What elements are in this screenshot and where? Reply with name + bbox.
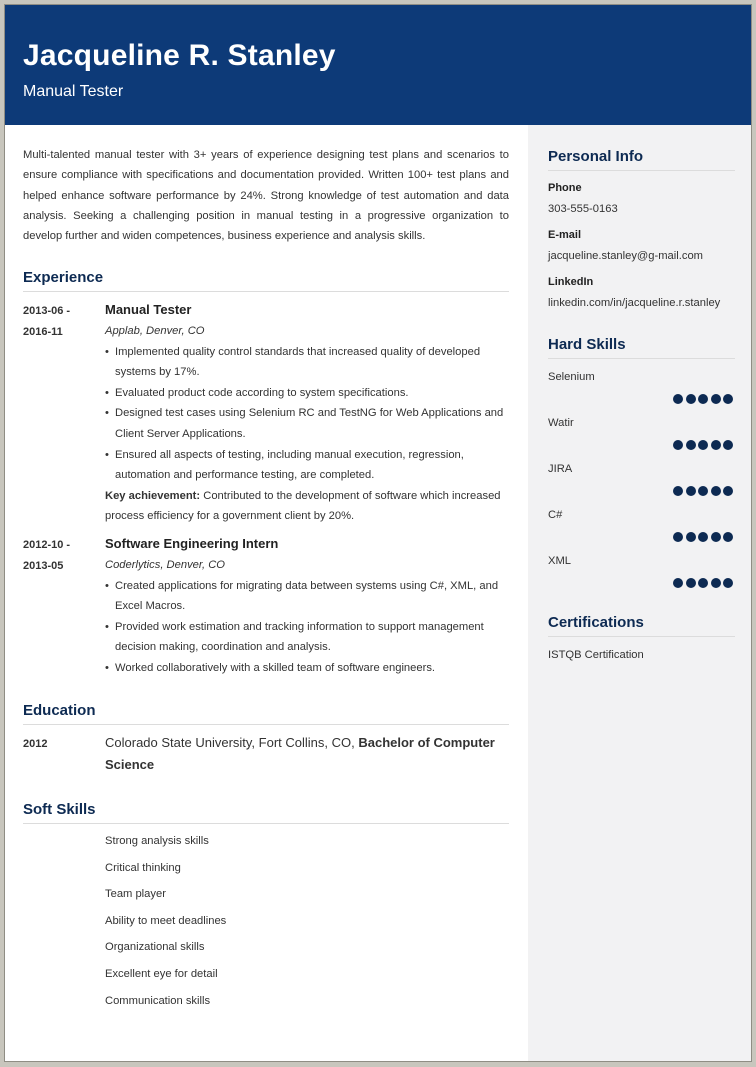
rating-dot-filled	[673, 440, 683, 450]
soft-skill-item: Strong analysis skills	[105, 835, 209, 847]
job-date	[23, 535, 103, 577]
job-bullet: • Worked collaboratively with a skilled team of software engineers.	[115, 658, 510, 679]
rating-dot-filled	[711, 578, 721, 588]
certifications-heading: Certifications	[548, 614, 644, 631]
education-line	[105, 732, 510, 776]
rating-dot-filled	[698, 394, 708, 404]
rating-dot-filled	[711, 440, 721, 450]
job-bullet: • Created applications for migrating data between systems using C#, XML, and Excel Macros.	[115, 576, 510, 617]
rating-dot-filled	[723, 394, 733, 404]
soft-skills-list	[105, 831, 405, 1017]
rating-dot-filled	[698, 578, 708, 588]
resume-page	[4, 4, 752, 1062]
job-bullet: • Provided work estimation and tracking information to support management decision making, coordination and analysis.	[115, 617, 510, 658]
key-achievement-label: Key achievement:	[105, 489, 201, 502]
phone-label: Phone	[548, 182, 582, 194]
hard-skill-name: Watir	[548, 417, 574, 429]
skill-rating	[673, 529, 736, 541]
rating-dot-filled	[686, 440, 696, 450]
job-date-to: 2013-05	[23, 560, 64, 572]
rating-dot-filled	[686, 578, 696, 588]
soft-skills-divider	[23, 823, 509, 824]
rating-dot-filled	[723, 486, 733, 496]
soft-skill-item: Organizational skills	[105, 941, 205, 954]
soft-skills-heading: Soft Skills	[23, 801, 96, 818]
email-label: E-mail	[548, 229, 582, 241]
job-company: Applab, Denver, CO	[105, 325, 205, 337]
certification-item: ISTQB Certification	[548, 649, 644, 661]
education-school: Colorado State University, Fort Collins, CO,	[105, 735, 359, 750]
rating-dot-filled	[723, 578, 733, 588]
experience-heading: Experience	[23, 269, 104, 286]
phone-value: 303-555-0163	[548, 203, 618, 215]
profile-summary: Multi-talented manual tester with 3+ years of experience designing test plans and scenarios to ensure compliance with specifications and documentation provided. Written 100+ test plans and helped enhance software performance by 24%. Strong knowledge of test automation and data analysis. Seeking a challenging position in manual testing in a progressive organization to develop further and widen competences, business experience and analysis skills.	[23, 149, 509, 243]
hard-skills-heading: Hard Skills	[548, 336, 626, 353]
sidebar-panel	[528, 125, 752, 1062]
skill-rating	[673, 391, 736, 403]
job-bullet: • Implemented quality control standards that increased quality of developed systems by 17%.	[115, 342, 510, 383]
hard-skill-name: JIRA	[548, 463, 573, 475]
rating-dot-filled	[686, 486, 696, 496]
hard-skill-name: Selenium	[548, 371, 595, 383]
job-company: Coderlytics, Denver, CO	[105, 559, 225, 571]
soft-skill-item: Critical thinking	[105, 861, 181, 874]
job-title: Manual Tester	[105, 302, 192, 317]
job-bullet: • Ensured all aspects of testing, including manual execution, regression, automation and performance testing, are completed.	[115, 445, 510, 486]
job-entry	[105, 299, 510, 527]
job-date-from: 2013-06 -	[23, 305, 71, 317]
experience-divider	[23, 291, 509, 292]
hard-skill-name: C#	[548, 509, 563, 521]
rating-dot-filled	[711, 532, 721, 542]
rating-dot-filled	[711, 394, 721, 404]
candidate-title: Manual Tester	[23, 83, 124, 100]
rating-dot-filled	[711, 486, 721, 496]
soft-skill-item: Team player	[105, 888, 166, 901]
skill-rating	[673, 483, 736, 495]
soft-skill-item: Excellent eye for detail	[105, 967, 218, 980]
job-bullet: • Evaluated product code according to system specifications.	[115, 383, 510, 404]
key-achievement	[105, 486, 510, 527]
job-bullets	[105, 342, 510, 486]
personal-info-divider	[548, 170, 735, 171]
education-degree: Bachelor of Computer Science	[105, 735, 495, 772]
rating-dot-filled	[723, 440, 733, 450]
hard-skill-name: XML	[548, 555, 572, 567]
linkedin-label: LinkedIn	[548, 276, 594, 288]
soft-skill-item: Communication skills	[105, 994, 211, 1007]
education-year: 2012	[23, 738, 48, 750]
education-divider	[23, 724, 509, 725]
rating-dot-filled	[698, 486, 708, 496]
education-heading: Education	[23, 702, 96, 719]
skill-rating	[673, 437, 736, 449]
rating-dot-filled	[698, 532, 708, 542]
rating-dot-filled	[673, 532, 683, 542]
rating-dot-filled	[673, 486, 683, 496]
job-bullet: • Designed test cases using Selenium RC and TestNG for Web Applications and Client Server Applications.	[115, 403, 510, 444]
personal-info-heading: Personal Info	[548, 148, 644, 165]
linkedin-value: linkedin.com/in/jacqueline.r.stanley	[548, 297, 721, 309]
skill-rating	[673, 575, 736, 587]
email-value: jacqueline.stanley@g-mail.com	[548, 250, 703, 262]
job-bullets	[105, 576, 510, 679]
rating-dot-filled	[673, 394, 683, 404]
rating-dot-filled	[686, 394, 696, 404]
job-date	[23, 301, 103, 343]
rating-dot-filled	[673, 578, 683, 588]
rating-dot-filled	[686, 532, 696, 542]
hard-skills-divider	[548, 358, 735, 359]
job-title: Software Engineering Intern	[105, 536, 279, 551]
header-banner	[5, 5, 751, 125]
rating-dot-filled	[698, 440, 708, 450]
key-achievement-text: Contributed to the development of software which increased process efficiency for a government client by 20%.	[105, 489, 501, 523]
rating-dot-filled	[723, 532, 733, 542]
job-date-to: 2016-11	[23, 326, 63, 338]
certifications-divider	[548, 636, 735, 637]
job-entry	[105, 533, 510, 679]
candidate-name: Jacqueline R. Stanley	[23, 39, 336, 72]
job-date-from: 2012-10 -	[23, 539, 71, 551]
soft-skill-item: Ability to meet deadlines	[105, 914, 227, 927]
